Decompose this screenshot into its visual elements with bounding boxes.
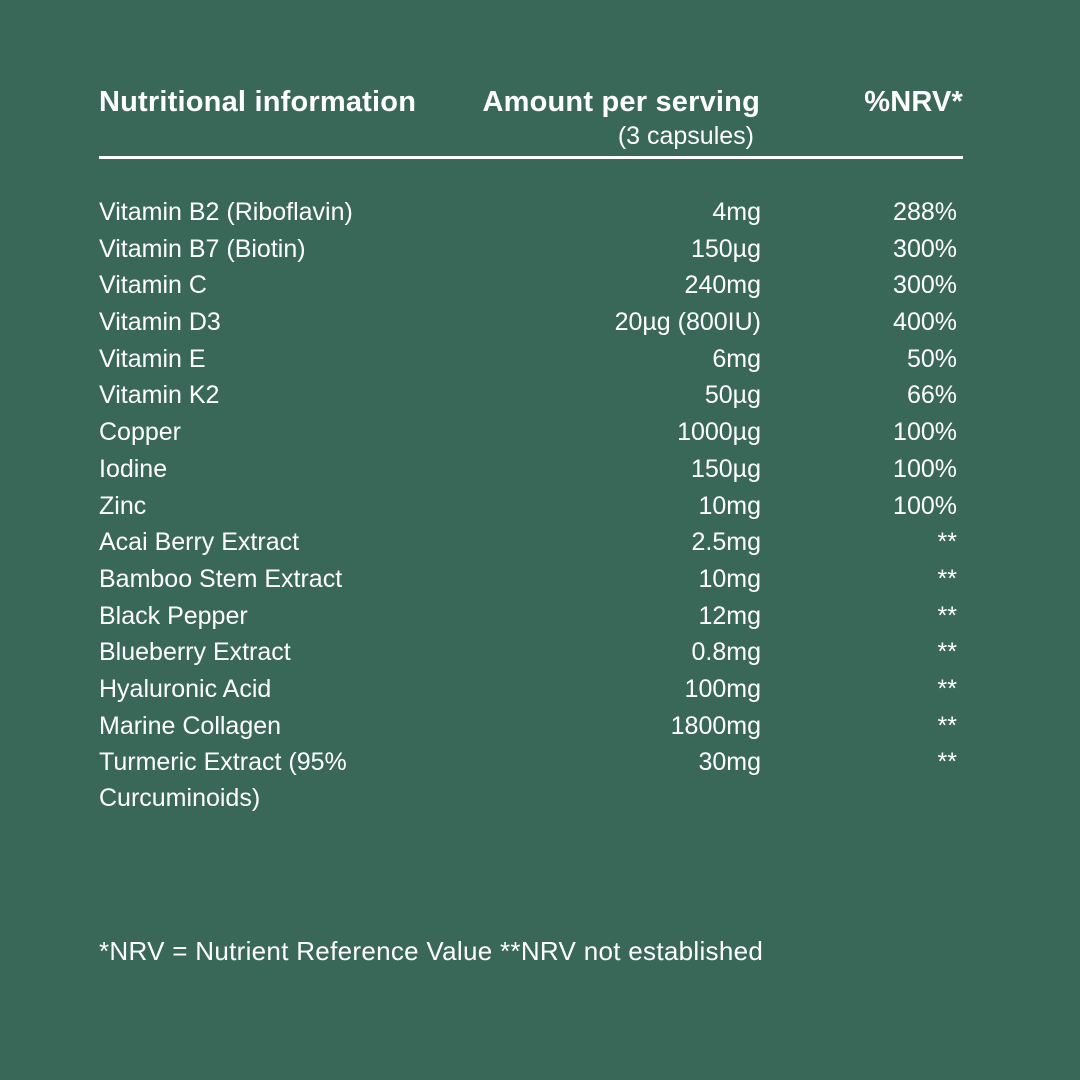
header-divider (99, 156, 963, 159)
nutrient-nrv: ** (937, 674, 957, 703)
table-row (99, 194, 959, 231)
table-row (99, 414, 959, 451)
nutrient-amount: 240mg (684, 271, 761, 300)
nutrient-name: Acai Berry Extract (99, 528, 300, 557)
nutrient-name: Bamboo Stem Extract (99, 564, 343, 593)
table-row (99, 304, 959, 341)
table-row (99, 267, 959, 304)
nutrient-name: Marine Collagen (99, 711, 282, 740)
table-row (99, 488, 959, 525)
header-nrv: %NRV* (864, 86, 963, 118)
nutrient-amount: 0.8mg (691, 638, 761, 667)
nutrient-amount: 2.5mg (691, 528, 761, 557)
table-row (99, 377, 959, 414)
nutrient-nrv: ** (937, 748, 957, 777)
nutrient-name: Copper (99, 418, 181, 447)
nutrient-nrv: 66% (906, 381, 957, 410)
nutrient-nrv: 100% (893, 491, 957, 520)
header-nutritional-information: Nutritional information (99, 86, 417, 118)
nutrient-nrv: 400% (893, 308, 957, 337)
nutrient-name: Vitamin B2 (Riboflavin) (99, 198, 353, 226)
table-row (99, 634, 959, 671)
nutrient-amount: 150µg (690, 234, 761, 263)
nutrient-name: Vitamin D3 (99, 308, 221, 337)
table-header (99, 84, 963, 158)
nutrient-nrv: 50% (906, 344, 957, 373)
table-row (99, 561, 959, 598)
table-row (99, 451, 959, 488)
nutrient-name: Vitamin C (99, 271, 207, 300)
nutrient-name: Hyaluronic Acid (99, 674, 272, 703)
nutrient-name: Turmeric Extract (95% Curcuminoids) (99, 748, 347, 813)
table-row (99, 744, 959, 813)
table-row (99, 671, 959, 708)
nutrient-amount: 30mg (698, 748, 761, 777)
nutrient-amount: 1000µg (677, 418, 761, 447)
nutrient-nrv: ** (937, 711, 957, 740)
table-row (99, 598, 959, 635)
nutrient-nrv: 100% (893, 418, 957, 447)
table-row (99, 341, 959, 378)
nutrient-name: Black Pepper (99, 601, 248, 630)
nutrient-nrv: 288% (893, 198, 957, 226)
nutrient-amount: 6mg (712, 344, 761, 373)
nutrient-nrv: ** (937, 564, 957, 593)
table-row (99, 524, 959, 561)
nutrient-amount: 100mg (684, 674, 761, 703)
nutrient-amount: 1800mg (670, 711, 761, 740)
table-row (99, 708, 959, 745)
nutrient-name: Vitamin B7 (Biotin) (99, 234, 306, 263)
nutrient-nrv: ** (937, 638, 957, 667)
nutrient-name: Zinc (99, 491, 147, 520)
nutrient-amount: 50µg (704, 381, 761, 410)
nutrient-nrv: 100% (893, 454, 957, 483)
nrv-footnote: *NRV = Nutrient Reference Value **NRV not established (99, 936, 764, 966)
nutrient-amount: 20µg (800IU) (614, 308, 761, 337)
nutrient-table-body (99, 194, 959, 813)
nutrient-amount: 12mg (698, 601, 761, 630)
header-amount-per-serving: Amount per serving (482, 86, 760, 118)
nutrient-nrv: ** (937, 601, 957, 630)
nutrient-amount: 150µg (690, 454, 761, 483)
nutrient-name: Blueberry Extract (99, 638, 291, 667)
nutrient-name: Vitamin K2 (99, 381, 220, 410)
nutrient-nrv: ** (937, 528, 957, 557)
nutrient-amount: 4mg (712, 198, 761, 226)
table-row (99, 231, 959, 268)
nutrient-amount: 10mg (698, 491, 761, 520)
nutrient-nrv: 300% (893, 234, 957, 263)
header-serving-size: (3 capsules) (617, 122, 754, 150)
nutrient-nrv: 300% (893, 271, 957, 300)
nutrient-name: Iodine (99, 454, 168, 483)
nutrient-name: Vitamin E (99, 344, 206, 373)
nutrient-amount: 10mg (698, 564, 761, 593)
